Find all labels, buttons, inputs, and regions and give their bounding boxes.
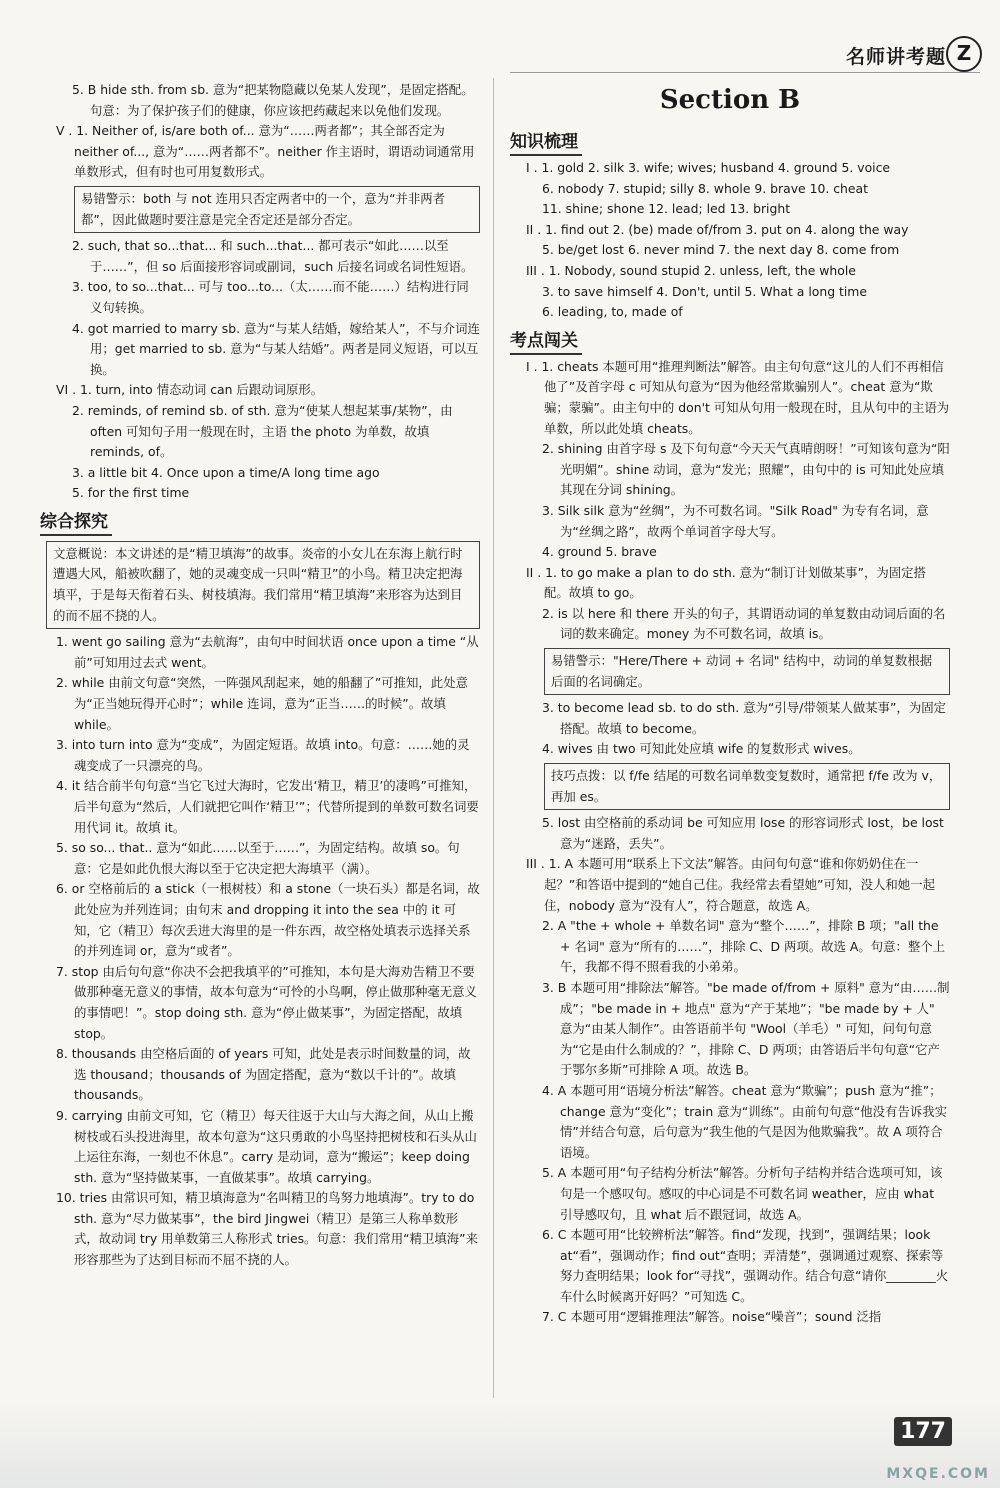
answer-item: VI . 1. turn, into 情态动词 can 后跟动词原形。 xyxy=(56,382,324,398)
answer-item: 5. be/get lost 6. never mind 7. the next day 8. come from xyxy=(542,242,900,258)
left-exercise-answers xyxy=(40,80,480,504)
answer-item: 6. C 本题可用“比较辨析法”解答。find“发现，找到”，强调结果；look at“看”，强调动作；find out“查明；弄清楚”，强调通过观察、探索等努力查明结果；look for“寻找”，强调动作。结合句意“请你________火车什么时候离开好吗？”可知选 C。 xyxy=(542,1227,949,1304)
answer-item: V . 1. Neither of, is/are both of... 意为“……两者都”；其全部否定为 neither of..., 意为“……两者都不”。neither 作主语时，谓语动词通常用单数形式，但有时也可用复数形式。 xyxy=(56,123,475,180)
answer-item: 5. A 本题可用“句子结构分析法”解答。分析句子结构并结合选项可知，该句是一个感叹句。感叹的中心词是不可数名词 weather，应由 what 引导感叹句，且 what 后不跟冠词，故选 A。 xyxy=(542,1165,943,1222)
answer-item: 5. lost 由空格前的系动词 be 可知应用 lose 的形容词形式 lost，be lost 意为“迷路，丢失”。 xyxy=(542,815,944,851)
tip-box: 易错警示："Here/There + 动词 + 名词" 结构中，动词的单复数根据后面的名词确定。 xyxy=(544,648,950,695)
knowledge-list xyxy=(510,158,950,323)
answer-item: 2. A "the + whole + 单数名词" 意为“整个……”，排除 B 项；"all the + 名词" 意为“所有的……”，排除 C、D 两项。故选 A。句意：整个上午，我都不得不照看我的小弟弟。 xyxy=(542,918,946,975)
heading-knowledge: 知识梳理 xyxy=(510,130,582,156)
answer-item: 1. went go sailing 意为“去航海”，由句中时间状语 once upon a time “从前”可知用过去式 went。 xyxy=(56,634,479,670)
header-logo-icon: Z xyxy=(946,36,982,72)
answer-item: 3. into turn into 意为“变成”，为固定短语。故填 into。句意：……她的灵魂变成了一只漂亮的鸟。 xyxy=(56,737,470,773)
answer-item: 4. wives 由 two 可知此处应填 wife 的复数形式 wives。 xyxy=(542,741,861,757)
answer-item: 7. C 本题可用“逻辑推理法”解答。noise“噪音”；sound 泛指 xyxy=(542,1309,882,1325)
answer-item: 5. for the first time xyxy=(72,485,190,501)
answer-item: 6. nobody 7. stupid; silly 8. whole 9. brave 10. cheat xyxy=(542,180,868,196)
answer-item: 5. B hide sth. from sb. 意为“把某物隐藏以免某人发现”，是固定搭配。句意：为了保护孩子们的健康，你应该把药藏起来以免他们发现。 xyxy=(72,82,474,118)
comprehensive-answers xyxy=(40,632,480,1270)
section-title: Section B xyxy=(659,85,801,115)
summary-box: 文意概说：本文讲述的是“精卫填海”的故事。炎帝的小女儿在东海上航行时遭遇大风，船被吹翻了，她的灵魂变成一只叫“精卫”的小鸟。精卫决定把海填平，于是每天衔着石头、树枝填海。我们常用“精卫填海”来形容为达到目的而不屈不挠的人。 xyxy=(46,541,480,629)
answer-item: 3. a little bit 4. Once upon a time/A long time ago xyxy=(72,464,380,480)
answer-item: 9. carrying 由前文可知，它（精卫）每天往返于大山与大海之间，从山上搬树枝或石头投进海里，故本句意为“这只勇敢的小鸟坚持把树枝和石头从山上运往东海，一刻也不休息”。carry 是动词，意为“搬运”；keep doing sth. 意为“坚持做某事，一直做某事”。故填 carrying。 xyxy=(56,1107,477,1185)
answer-item: 4. got married to marry sb. 意为“与某人结婚，嫁给某人”，不与介词连用；get married to sb. 意为“与某人结婚”。两者是同义短语，可以互换。 xyxy=(72,320,480,377)
watermark: MXQE.COM xyxy=(886,1466,990,1482)
answer-item: II . 1. to go make a plan to do sth. 意为“制订计划做某事”，为固定搭配。故填 to go。 xyxy=(526,564,926,601)
answer-item: II . 1. find out 2. (be) made of/from 3. put on 4. along the way xyxy=(526,221,909,237)
answer-item: 4. ground 5. brave xyxy=(542,544,657,560)
tip-box: 易错警示：both 与 not 连用只否定两者中的一个，意为“并非两者都”，因此做题时要注意是完全否定还是部分否定。 xyxy=(74,186,480,233)
answer-item: 2. reminds, of remind sb. of sth. 意为“使某人想起某事/某物”，由 often 可知句子用一般现在时，主语 the photo 为单数，故填 reminds, of。 xyxy=(72,402,453,460)
tip-box: 技巧点拨：以 f/fe 结尾的可数名词单数变复数时，通常把 f/fe 改为 v，再加 es。 xyxy=(544,763,950,810)
answer-item: 7. stop 由后句句意“你决不会把我填平的”可推知，本句是大海劝告精卫不要做那种毫无意义的事情，故本句意为“可怜的小鸟啊，停止做那种毫无意义的事情吧！”。stop doing sth. 意为“停止做某事”，为固定搭配，故填 stop。 xyxy=(56,963,477,1041)
answer-item: 3. Silk silk 意为“丝绸”，为不可数名词。"Silk Road" 为专有名词，意为“丝绸之路”，故两个单词首字母大写。 xyxy=(542,502,929,539)
answer-item: 5. so so... that.. 意为“如此……以至于……”，为固定结构。故填 so。句意：它是如此仇恨大海以至于它决定把大海填平（满）。 xyxy=(56,840,460,876)
header-rule xyxy=(510,72,980,73)
answer-item: 6. leading, to, made of xyxy=(542,304,683,320)
answer-item: III . 1. A 本题可用“联系上下文法”解答。由问句句意“谁和你奶奶住在一起？”和答语中提到的“她自己住。我经常去看望她”可知，没人和她一起住，nobody 意为“没有人”，符合题意，故选 A。 xyxy=(526,856,935,913)
answer-item: 3. too, to so...that... 可与 too...to...（太……而不能……）结构进行同义句转换。 xyxy=(72,279,469,315)
answer-item: 2. is 以 here 和 there 开头的句子，其谓语动词的单复数由动词后面的名词的数来确定。money 为不可数名词，故填 is。 xyxy=(542,605,946,642)
answer-item: 2. such, that so...that... 和 such...that... 都可表示“如此……以至于……”，但 so 后面接形容词或副词，such 后接名词或名词性短语。 xyxy=(72,238,474,274)
answer-item: 11. shine; shone 12. lead; led 13. bright xyxy=(542,201,791,217)
section-heading-comprehensive: 综合探究 xyxy=(40,510,112,536)
answer-item: 4. A 本题可用“语境分析法”解答。cheat 意为“欺骗”；push 意为“推”；change 意为“变化”；train 意为“训练”。由前句句意“他没有告诉我实情”并结合句意，后句意为“我生他的气是因为他欺骗我”。故 A 项符合语境。 xyxy=(542,1082,948,1160)
answer-item: I . 1. gold 2. silk 3. wife; wives; husband 4. ground 5. voice xyxy=(526,160,891,175)
answer-item: 4. it 结合前半句句意“当它飞过大海时，它发出‘精卫，精卫’的凄鸣”可推知，后半句意为“然后，人们就把它叫作‘精卫’”；代替所提到的单数可数名词要用代词 it。故填 it。 xyxy=(56,778,479,835)
answer-item: 6. or 空格前后的 a stick（一根树枝）和 a stone（一块石头）都是名词，故此处应为并列连词；由句末 and dropping it into the sea 中的 it 可知，它（精卫）每次丢进大海里的是一件东西，故空格处填表示选择关系的并列连词 or，意为“或者”。 xyxy=(56,881,480,959)
answer-item: 3. B 本题可用“排除法”解答。"be made of/from + 原料" 意为“由……制成”；"be made in + 地点" 意为“产于某地”；"be made by + 人" 意为“由某人制作”。由答语前半句 "Wool（羊毛）" 可知，问句句意为“它是由什么制成的？”，排除 C、D 两项；由答语后半句句意“它产于鄂尔多斯”可排除 A 项。故选 B。 xyxy=(542,979,950,1078)
page-number: 177 xyxy=(894,1417,952,1446)
column-divider xyxy=(493,78,494,1408)
answer-item: 8. thousands 由空格后面的 of years 可知，此处是表示时间数量的词，故选 thousand；thousands of 为固定搭配，意为“数以千计的”。故填 thousands。 xyxy=(56,1046,471,1103)
answer-item: 10. tries 由常识可知，精卫填海意为“名叫精卫的鸟努力地填海”。try to do sth. 意为“尽力做某事”，the bird Jingwei（精卫）是第三人称单数形式，故动词 try 用单数第三人称形式 tries。句意：我们常用“精卫填海”来形容那些为了达到目标而不屈不挠的人。 xyxy=(56,1190,478,1268)
right-column xyxy=(510,80,950,1328)
left-column xyxy=(40,80,480,1271)
answer-item: 3. to save himself 4. Don't, until 5. What a long time xyxy=(542,283,867,299)
page-footer xyxy=(0,1398,1000,1488)
answer-item: 2. while 由前文句意“突然，一阵强风刮起来，她的船翻了”可推知，此处意为“正当她玩得开心时”；while 连词，意为“正当……的时候”。故填 while。 xyxy=(56,675,468,732)
answer-item: I . 1. cheats 本题可用“推理判断法”解答。由主句句意“这儿的人们不再相信他了”及首字母 c 可知从句意为“因为他经常欺骗别人”。cheat 意为“欺骗；蒙骗”。由主句中的 don't 可知从句用一般现在时，且从句中的主语为单数，所以此处填 cheats。 xyxy=(526,358,950,436)
checkpoint-list xyxy=(510,357,950,1328)
header-title: 名师讲考题 xyxy=(845,46,946,68)
answer-item: 3. to become lead sb. to do sth. 意为“引导/带领某人做某事”，为固定搭配。故填 to become。 xyxy=(542,700,946,736)
answer-item: III . 1. Nobody, sound stupid 2. unless, left, the whole xyxy=(526,262,856,278)
answer-item: 2. shining 由首字母 s 及下句句意“今天天气真晴朗呀！”可知该句意为“阳光明媚”。shine 动词，意为“发光；照耀”，由句中的 is 可知此处应填其现在分词 shining。 xyxy=(542,441,950,498)
heading-checkpoint: 考点闯关 xyxy=(510,329,582,355)
